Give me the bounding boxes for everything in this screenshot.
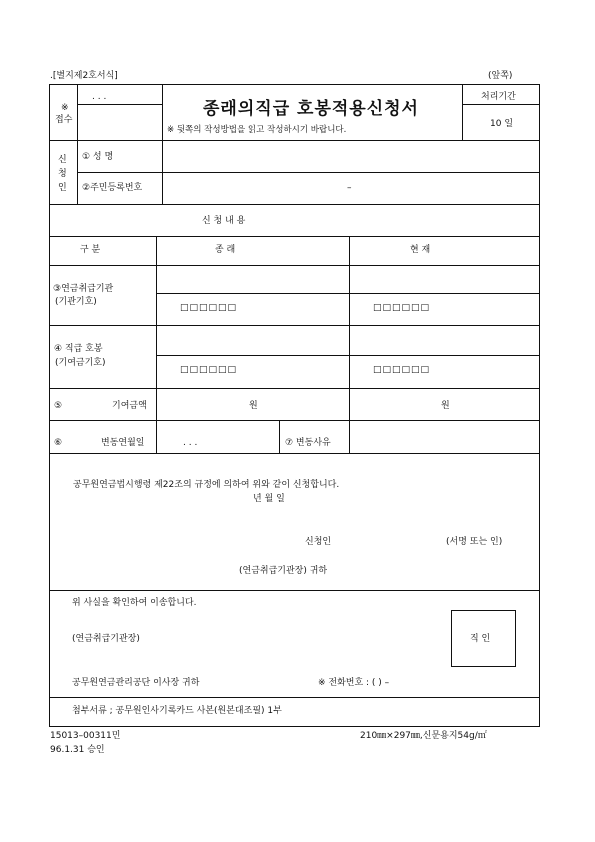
rrn-label: ②주민등록번호 bbox=[82, 183, 143, 193]
confirm-text: 위 사실을 확인하여 이송합니다. bbox=[72, 598, 197, 608]
change-date-label: 변동연월일 bbox=[101, 438, 145, 448]
form-code: 15013–00311민 bbox=[50, 731, 121, 741]
receipt-date-field[interactable]: . . . bbox=[92, 92, 107, 102]
declaration-date[interactable]: 년 월 일 bbox=[253, 494, 285, 504]
row6-number: ⑥ bbox=[54, 438, 63, 448]
section-title: 신 청 내 용 bbox=[202, 216, 246, 226]
form-id: .[별지제2호서식] bbox=[50, 71, 118, 81]
processing-period-label: 처리기간 bbox=[481, 92, 516, 102]
prev-contribution-code-boxes[interactable]: □□□□□□ bbox=[180, 365, 238, 375]
rrn-field[interactable]: – bbox=[347, 183, 352, 193]
name-field[interactable] bbox=[163, 141, 539, 171]
cur-amount-field[interactable]: 원 bbox=[441, 401, 450, 411]
declaration-recipient: (연금취급기관장) 귀하 bbox=[239, 566, 328, 576]
name-label: ① 성 명 bbox=[82, 152, 114, 162]
applicant-signature-label: 신청인 bbox=[305, 537, 332, 547]
phone-field[interactable]: ※ 전화번호 : ( ) – bbox=[318, 678, 390, 688]
signature-note: (서명 또는 인) bbox=[446, 537, 503, 547]
official-label: (연금취급기관장) bbox=[72, 634, 140, 644]
receipt-label: 접수 bbox=[55, 115, 73, 125]
attachment-note: 첨부서류 ; 공무원인사기록카드 사본(원본대조필) 1부 bbox=[72, 706, 282, 716]
col-category: 구 분 bbox=[80, 245, 101, 255]
row5-number: ⑤ bbox=[54, 401, 63, 411]
official-stamp-label: 직 인 bbox=[470, 634, 491, 644]
processing-period-value: 10 일 bbox=[490, 119, 514, 129]
receipt-mark: ※ bbox=[61, 103, 69, 113]
cur-institution-code-boxes[interactable]: □□□□□□ bbox=[373, 303, 431, 313]
approval-date: 96.1.31 승인 bbox=[50, 745, 105, 755]
declaration-text: 공무원연금법시행령 제22조의 규정에 의하여 위와 같이 신청합니다. bbox=[73, 480, 340, 490]
col-current: 현 재 bbox=[410, 245, 431, 255]
paper-spec: 210㎜×297㎜,신문용지54g/㎡ bbox=[360, 731, 487, 741]
cur-contribution-code-boxes[interactable]: □□□□□□ bbox=[373, 365, 431, 375]
change-reason-field[interactable] bbox=[350, 421, 539, 452]
grade-step-label: ④ 직급 호봉 bbox=[54, 344, 103, 354]
change-date-field[interactable]: . . . bbox=[183, 438, 198, 448]
institution-code-label: (기관기호) bbox=[55, 297, 97, 307]
institution-label: ③연금취급기관 bbox=[53, 284, 114, 294]
prev-institution-code-boxes[interactable]: □□□□□□ bbox=[180, 303, 238, 313]
change-reason-label: ⑦ 변동사유 bbox=[285, 438, 331, 448]
prev-amount-field[interactable]: 원 bbox=[249, 401, 258, 411]
form-title: 종래의직급 호봉적용신청서 bbox=[203, 99, 419, 119]
contribution-amount-label: 기여금액 bbox=[112, 401, 147, 411]
confirm-recipient: 공무원연금관리공단 이사장 귀하 bbox=[72, 678, 200, 688]
col-previous: 종 래 bbox=[215, 245, 236, 255]
contribution-code-label: (기여금기호) bbox=[55, 358, 106, 368]
page-side-label: (앞쪽) bbox=[488, 71, 513, 81]
applicant-label: 신청인 bbox=[58, 155, 67, 193]
writing-note: ※ 뒷쪽의 작성방법을 읽고 작성하시기 바랍니다. bbox=[167, 125, 347, 135]
